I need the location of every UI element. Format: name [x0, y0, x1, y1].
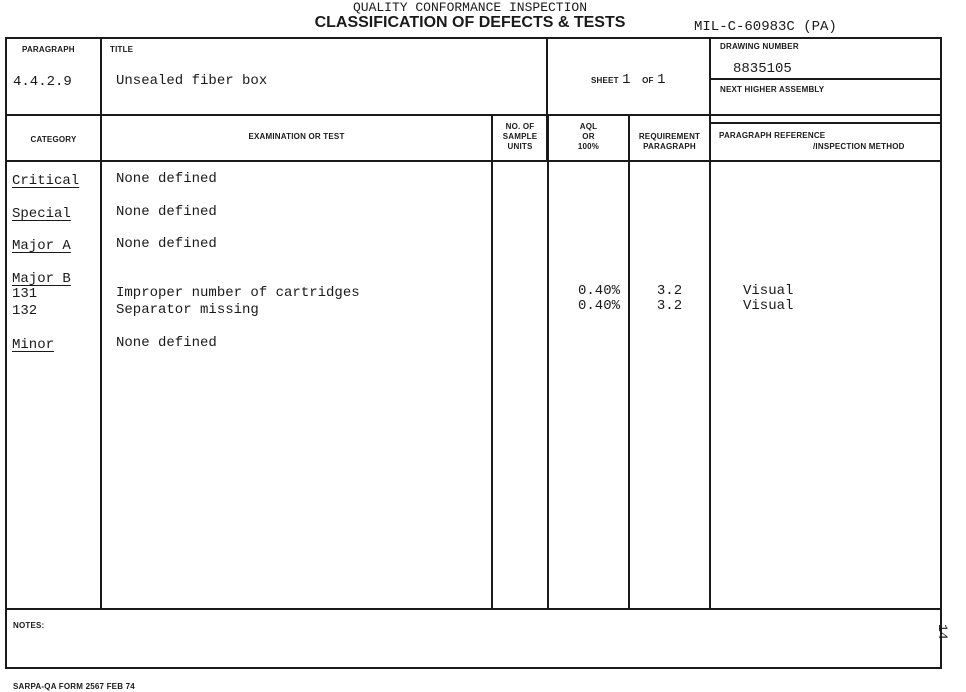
of-label: OF	[642, 76, 654, 85]
sheet-label: SHEET	[591, 76, 619, 85]
notes-divider	[5, 608, 942, 610]
exam-132: Separator missing	[116, 302, 259, 318]
drawing-number-label: DRAWING NUMBER	[720, 42, 799, 51]
category-critical: Critical	[12, 173, 80, 189]
next-assembly-label: NEXT HIGHER ASSEMBLY	[720, 85, 825, 94]
title-value: Unsealed fiber box	[116, 73, 268, 89]
method-131: Visual	[743, 283, 794, 299]
requirement-131: 3.2	[656, 283, 683, 299]
header-line-1: QUALITY CONFORMANCE INSPECTION	[352, 0, 588, 15]
requirement-header-line-1: REQUIREMENT	[638, 132, 701, 141]
category-major-a: Major A	[12, 238, 71, 254]
requirement-132: 3.2	[656, 298, 683, 314]
exam-131: Improper number of cartridges	[116, 285, 360, 301]
aql-132: 0.40%	[577, 298, 620, 314]
aql-header-line-2: OR	[582, 132, 595, 141]
title-label: TITLE	[110, 45, 134, 54]
paragraph-label: PARAGRAPH	[22, 45, 75, 54]
paragraph-value: 4.4.2.9	[13, 74, 72, 90]
requirement-header-line-2: PARAGRAPH	[643, 142, 696, 151]
exam-column-rule	[491, 114, 493, 609]
aql-header-line-3: 100%	[577, 142, 600, 151]
sample-column-rule	[547, 114, 549, 609]
reference-column-rule	[709, 38, 711, 609]
sheet-total: 1	[657, 72, 666, 88]
aql-131: 0.40%	[577, 283, 620, 299]
notes-label: NOTES:	[13, 621, 45, 630]
exam-special: None defined	[116, 204, 217, 220]
category-header: CATEGORY	[30, 135, 77, 144]
form-title: CLASSIFICATION OF DEFECTS & TESTS	[314, 14, 626, 31]
requirement-header	[630, 132, 709, 152]
sample-units-header	[493, 122, 547, 152]
exam-critical: None defined	[116, 171, 217, 187]
reference-header-line-1: PARAGRAPH REFERENCE	[719, 131, 826, 140]
defect-code-131: 131	[12, 286, 38, 302]
drawing-box-divider	[710, 78, 942, 80]
sample-header-line-1: NO. OF	[505, 122, 535, 131]
column-header-divider	[5, 160, 942, 162]
examination-header: EXAMINATION OR TEST	[248, 132, 345, 141]
top-section-divider	[5, 114, 942, 116]
spec-number: MIL-C-60983C (PA)	[694, 19, 837, 35]
reference-header-line-2: /INSPECTION METHOD	[813, 142, 905, 151]
next-assembly-divider	[710, 122, 942, 124]
category-minor: Minor	[12, 337, 55, 353]
exam-minor: None defined	[116, 335, 217, 351]
sheet-number: 1	[622, 72, 631, 88]
category-special: Special	[12, 206, 71, 222]
form-footer: SARPA-QA FORM 2567 FEB 74	[13, 682, 135, 691]
sheet-indicator	[591, 72, 666, 88]
drawing-number-value: 8835105	[733, 61, 792, 77]
aql-header-line-1: AQL	[579, 122, 598, 131]
method-132: Visual	[743, 298, 794, 314]
aql-column-rule	[628, 114, 630, 609]
page-number: 14	[935, 624, 950, 640]
defect-code-132: 132	[12, 303, 38, 319]
category-major-b: Major B	[12, 271, 71, 287]
exam-major-a: None defined	[116, 236, 217, 252]
sample-header-line-3: UNITS	[507, 142, 533, 151]
aql-header	[549, 122, 628, 152]
sample-header-line-2: SAMPLE	[502, 132, 538, 141]
category-column-rule	[100, 38, 102, 609]
